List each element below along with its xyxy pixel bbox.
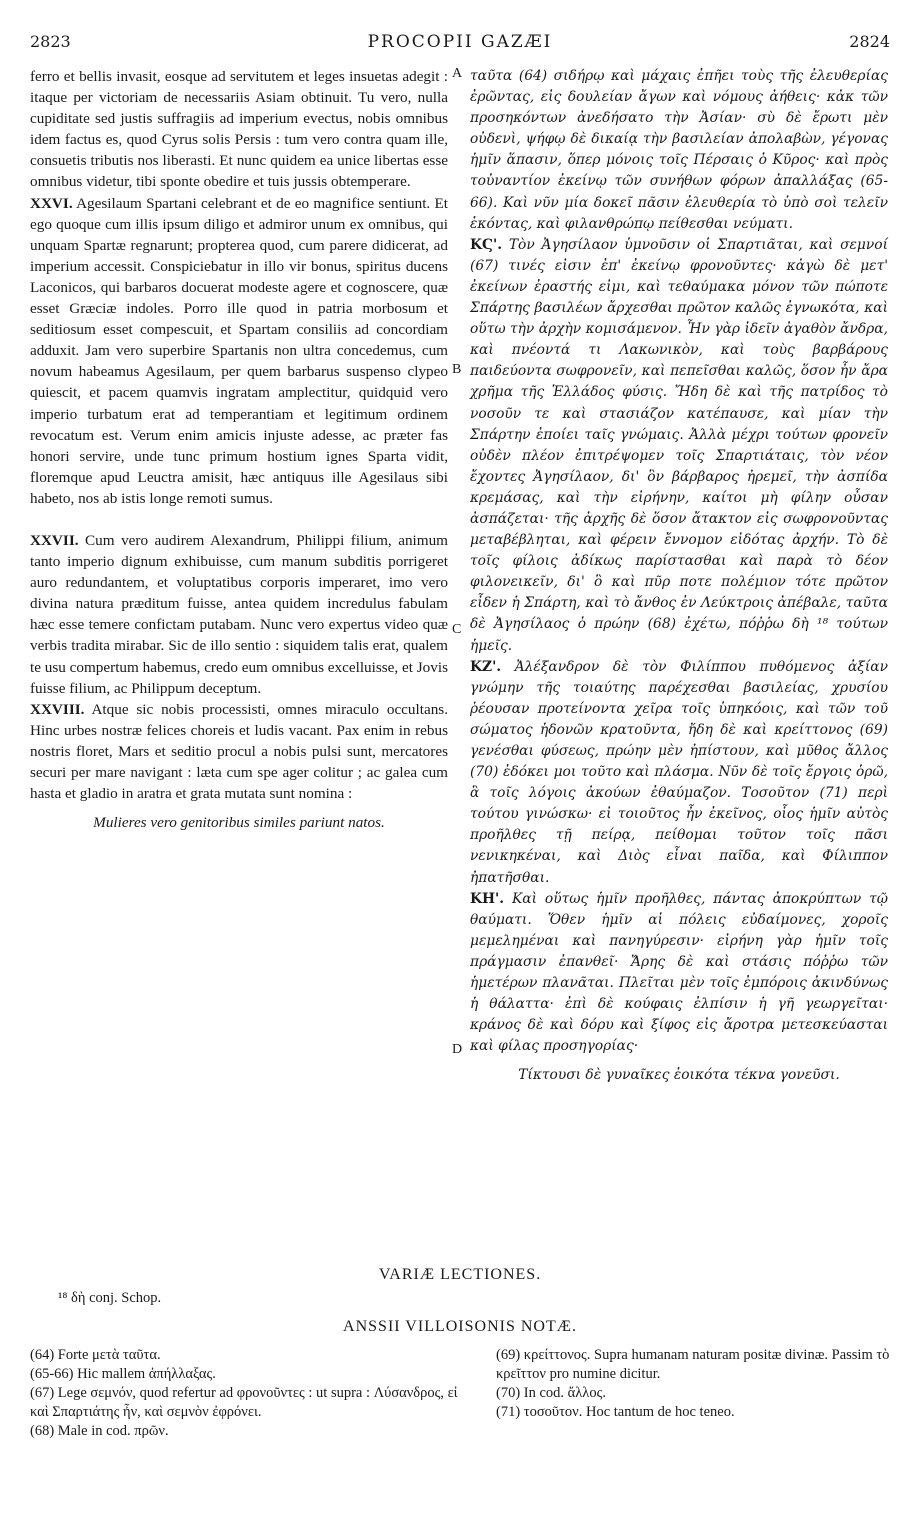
note-71: (71) τοσοῦτον. Hoc tantum de hoc teneo. — [496, 1404, 735, 1420]
note-67: (67) Lege σεμνόν, quod refertur ad φρονοῦντες : ut supra : Λύσανδρος, εἰ καὶ Σπαρτιάτης ἦν, καὶ σεμνὸν ἐφρόνει. — [30, 1385, 458, 1420]
running-title: PROCOPII GAZÆI — [367, 32, 553, 52]
latin-column — [30, 66, 448, 833]
section-number: ΚϚ'. — [470, 236, 502, 253]
latin-paragraph-opening: ferro et bellis invasit, eosque ad servitutem et leges insuetas adegit : itaque per victoriam de necessariis Asiam obtinuit. Tu vero, nulla cupiditate sed justis suffragiis ad imperium evectus, nobis omnibus idem factus es, quod Cyrus solis Persis : tum vero contra quam ille, consuetis tributis nos liberasti. Et nunc quidem ea unice libertas esse omnibus videtur, tibi sponte obedire et tuis jussis obtemperare. — [30, 68, 448, 191]
note-65-66: (65-66) Hic mallem ἀπήλλαξας. — [30, 1366, 216, 1382]
margin-marker-a: A — [452, 66, 463, 81]
note-64: (64) Forte μετὰ ταῦτα. — [30, 1347, 161, 1363]
note-68: (68) Male in cod. πρῶν. — [30, 1423, 169, 1439]
margin-marker-b: B — [452, 362, 462, 377]
section-text: Atque sic nobis processisti, omnes miraculo occultans. Hinc urbes nostræ felices choreis et ludis vacant. Pax enim in rebus nostris floret, Mars et seditio procul a nobis pulsi sunt, mercatores securi per mare navigant : læta cum spe ager colitur ; ac galea cum hasta et gladio in aratra et grata mutata sunt nomina : — [30, 700, 448, 803]
margin-marker-d: D — [452, 1042, 463, 1057]
greek-section-28 — [470, 889, 888, 1058]
greek-paragraph-opening: ταῦτα (64) σιδήρῳ καὶ μάχαις ἐπῆει τοὺς τῆς ἐλευθερίας ἐρῶντας, εἰς δουλείαν ἄγων καὶ νόμους ἀήθεις· κἀκ τῶν προσηκόντων ἀνεδήσατο τὴν Ἀσίαν· σὺ δὲ ἔρωτι μὲν οὐδενὶ, ψήφῳ δὲ δικαίᾳ τὴν βασιλείαν ἀπολαβὼν, γέγονας ἡμῖν ἅπασιν, ὅπερ μόνοις τοῖς Πέρσαις ὁ Κῦρος· καὶ πρὸς τοὐναντίον ἐκείνῳ τῶν συνήθων φόρων ἀπαλλάξας (65-66). Καὶ νῦν μία δοκεῖ πᾶσιν ἐλευθερία τὸ ὑπὸ σοὶ τελεῖν ἑκόντας, καὶ φιλανθρώπῳ πείθεσθαι νεύματι. — [470, 68, 888, 232]
margin-marker-c: C — [452, 622, 462, 637]
greek-section-27 — [470, 657, 888, 889]
notae-title: ANSSII VILLOISONIS NOTÆ. — [343, 1318, 577, 1335]
page-number-left: 2823 — [30, 32, 71, 51]
section-text: Ἀλέξανδρον δὲ τὸν Φιλίππου πυθόμενος ἀξίαν γνώμην τῆς τοιαύτης παρέχεσθαι βασιλείας, χρυσίου ῥέουσαν προτείνοντα χεῖρα τοῖς ὑπηκόοις, καὶ τῶν τοῦ σώματος ἡδονῶν κρατοῦντα, ἤδη δὲ καὶ κρείττονος (69) γενέσθαι φύσεως, πρώην μὲν ἠπίστουν, καὶ μῦθος ἄλλος (70) ἐδόκει μοι τοῦτο καὶ πλάσμα. Νῦν δὲ τοῖς ἔργοις ὁρῶ, ἃ τοῖς λόγοις ἀκούων ἐθαύμαζον. Τοσοῦτον (71) περὶ τούτου γινώσκω· εἰ τοιοῦτος ἦν ἐκεῖνος, οἷος ἡμῖν αὐτὸς προῆλθες τῇ πείρᾳ, πείθομαι τοῦτον τοῖς πᾶσι νενικηκέναι, καὶ Διὸς εἶναι παῖδα, καὶ Φίλιππον ἠπατῆσθαι. — [470, 658, 888, 886]
latin-closing-verse: Mulieres vero genitoribus similes pariunt natos. — [93, 814, 385, 832]
note-70: (70) In cod. ἄλλος. — [496, 1385, 606, 1401]
greek-column — [470, 66, 888, 1087]
latin-section-28 — [30, 699, 448, 804]
greek-section-26 — [470, 235, 888, 657]
section-number: ΚΖ'. — [470, 658, 502, 675]
latin-section-26 — [30, 193, 448, 509]
section-text: Καὶ οὕτως ἡμῖν προῆλθες, πάντας ἀποκρύπτων τῷ θαύματι. Ὅθεν ἡμῖν αἱ πόλεις εὐδαίμονες, χοροῖς μεμελημέναι καὶ πανηγύρεσιν· εἰρήνη γὰρ ἡμῖν τοῖς πράγμασιν ἐπανθεῖ· Ἄρης δὲ καὶ στάσις πόῤῥω τῶν ἡμετέρων πλανᾶται. Πλεῖται μὲν τοῖς ἐμπόροις ἀκινδύνως ἡ θάλαττα· ἐπὶ δὲ κούφαις ἐλπίσιν ἡ γῆ γεωργεῖται· κράνος δὲ καὶ δόρυ καὶ ξίφος εἰς ἄροτρα μετεσκεύασται καὶ φίλας προσηγορίας· — [470, 890, 888, 1055]
latin-section-27 — [30, 530, 448, 699]
section-number: XXVIII. — [30, 700, 85, 718]
section-number: ΚΗ'. — [470, 890, 505, 907]
section-text: Cum vero audirem Alexandrum, Philippi filium, animum tanto imperio dignum exhibuisse, cum manum subditis porrigeret auro redundantem, et voluptatibus corporis imperaret, imo vero divina natura præditum fuisse, antea quidem incredulus fabulam hæc esse temere confictam putabam. Nunc vero expertus video quæ verbis tradita mirabar. Sic de illo sentio : siquidem talis erat, qualem te usu compertum habemus, credo eum omnibus excelluisse, et Jovis fuisse filium, ac Philippum deceptum. — [30, 531, 448, 697]
section-text: Τὸν Ἀγησίλαον ὑμνοῦσιν οἱ Σπαρτιᾶται, καὶ σεμνοί (67) τινές εἰσιν ἐπ' ἐκείνῳ φρονοῦντες· κἀγὼ δὲ μετ' ἐκείνων ἐραστής εἰμι, καὶ τεθαύμακα μόνον τῶν πώποτε Σπάρτης βασιλέων ἄρχεσθαι πρῶτον καλῶς ἐγνωκότα, καὶ οὕτω τὴν ἀρχὴν κομισάμενον. Ἦν γὰρ ἰδεῖν ἀγαθὸν ἄνδρα, καὶ πνέοντά τι Λακωνικὸν, καὶ τοὺς βαρβάρους παιδεύοντα σωφρονεῖν, καὶ πεπεῖσθαι καλῶς, ὅσον ἦν ἄρα χρῆμα τῆς Ἑλλάδος φύσις. Ἤδη δὲ καὶ τῆς πατρίδος τὸ νοσοῦν τε καὶ στασιάζον κατέπαυσε, καὶ μίαν τὴν Σπάρτην ἐποίει ταῖς γνώμαις. Ἀλλὰ μέχρι τούτων φρονεῖν οὐδὲν πλέον ἐπιτρέψομεν τοῖς Σπαρτιάταις, τὸν νέον ἔχοντες Ἀγησίλαον, δι' ὃν βάρβαρος ἠρεμεῖ, τὴν ἀσπίδα κρεμάσας, καὶ τὴν εἰρήνην, καίτοι μὴ φίλην οὖσαν ἀσπάζεται· τῆς ἀρχῆς δὲ ὅσον ἄτακτον εἰς σωφρονοῦντας μεταβέβληται, καὶ φέρειν ἔννομον εἰδότας ἀρχήν. Τὸ δὲ τοῖς φίλοις ἀδίκως παρίστασθαι καὶ παρὰ τὸ δέον φιλονεικεῖν, δι' ὃ καὶ πῦρ ποτε πολέμιον τότε πρῶτον εἶδεν ἡ Σπάρτη, καὶ τὸ ἄνθος ἐν Λεύκτροις ἀπέβαλε, ταῦτα δὲ Ἀγησίλαος ὁ πρώην (68) ἐχέτω, πόῤῥω δὴ ¹⁸ τούτων ἡμεῖς. — [470, 236, 888, 654]
variae-lectiones-note: ¹⁸ δὴ conj. Schop. — [58, 1290, 162, 1306]
page-header — [30, 32, 890, 58]
note-69: (69) κρείττονος. Supra humanam naturam positæ divinæ. Passim τὸ κρεῖττον pro numine dicitur. — [496, 1347, 890, 1382]
section-number: XXVII. — [30, 531, 79, 549]
notes-right-column — [496, 1346, 894, 1422]
notes-left-column — [30, 1346, 460, 1441]
variae-lectiones-title: VARIÆ LECTIONES. — [378, 1266, 542, 1283]
section-text: Agesilaum Spartani celebrant et de eo magnifice sentiunt. Et ego quoque cum illis ipsum diligo et admiror unum ex omnibus, qui unquam Spartæ regnarunt; propterea quod, cum parere didicerat, ad imperium accessit. Conspiciebatur in illo vir bonus, spiritus ducens Laconicos, qui barbaros docuerat modeste agere et cognoscere, quæ esset Græciæ indoles. Porro ille quod in patria morbosum et seditiosum esset compescuit, et Spartam consiliis ad concordiam adduxit. Jam vero superbire Spartanis non ultra concedemus, cum novum habeamus Agesilaum, per quem barbarus suspenso clypeo quiescit, et pacem quamvis ingratam amplectitur, quidquid vero imperio turbatum erat ad temperantiam et legitimum ordinem revocatum est. Verum enim amicis injuste adesse, ac præter fas honori servire, unde tunc primum hostium ignes Sparta vidit, floremque apud Leuctra amisit, hæc antiquus ille Agesilaus sibi habeto, nos ab istis longe remoti sumus. — [30, 194, 448, 507]
page-number-right: 2824 — [849, 32, 890, 51]
section-number: XXVI. — [30, 194, 73, 212]
greek-closing-verse: Τίκτουσι δὲ γυναῖκες ἐοικότα τέκνα γονεῦσι. — [518, 1067, 840, 1084]
